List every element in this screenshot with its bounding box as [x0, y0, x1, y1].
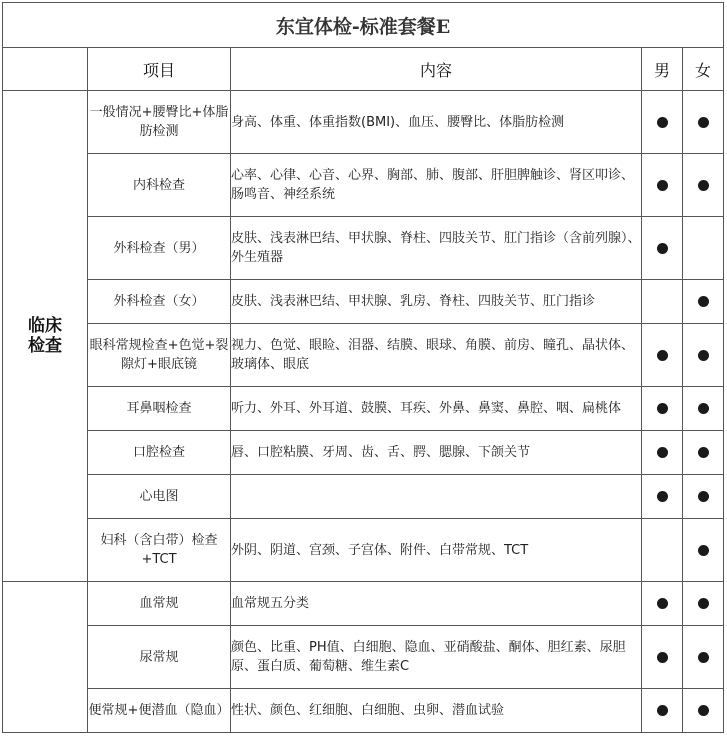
table-row	[3, 582, 724, 626]
table-row	[3, 280, 724, 324]
included-dot-icon	[657, 243, 668, 254]
female-mark	[683, 387, 724, 431]
male-mark	[642, 280, 683, 324]
category-cell: 临床 检查	[3, 91, 88, 582]
female-mark	[683, 689, 724, 733]
item-cell: 外科检查（女）	[88, 280, 231, 324]
content-cell: 外阴、阴道、宫颈、子宫体、附件、白带常规、TCT	[231, 519, 642, 582]
content-cell: 性状、颜色、红细胞、白细胞、虫卵、潜血试验	[231, 689, 642, 733]
item-cell: 妇科（含白带）检查+TCT	[88, 519, 231, 582]
female-mark	[683, 582, 724, 626]
content-cell: 身高、体重、体重指数(BMI)、血压、腰臀比、体脂肪检测	[231, 91, 642, 154]
male-mark	[642, 387, 683, 431]
content-cell: 视力、色觉、眼睑、泪器、结膜、眼球、角膜、前房、瞳孔、晶状体、玻璃体、眼底	[231, 324, 642, 387]
content-cell: 皮肤、浅表淋巴结、甲状腺、乳房、脊柱、四肢关节、肛门指诊	[231, 280, 642, 324]
category-cell	[3, 582, 88, 733]
item-cell: 一般情况+腰臀比+体脂肪检测	[88, 91, 231, 154]
male-mark	[642, 519, 683, 582]
included-dot-icon	[657, 705, 668, 716]
included-dot-icon	[657, 491, 668, 502]
package-table	[2, 2, 724, 733]
header-item: 项目	[88, 48, 231, 91]
table-row	[3, 519, 724, 582]
male-mark	[642, 475, 683, 519]
header-row	[3, 48, 724, 91]
table-row	[3, 154, 724, 217]
table-row	[3, 324, 724, 387]
male-mark	[642, 217, 683, 280]
female-mark	[683, 475, 724, 519]
included-dot-icon	[657, 447, 668, 458]
included-dot-icon	[657, 598, 668, 609]
male-mark	[642, 431, 683, 475]
included-dot-icon	[698, 491, 709, 502]
content-cell: 心率、心律、心音、心界、胸部、肺、腹部、肝胆脾触诊、肾区叩诊、肠鸣音、神经系统	[231, 154, 642, 217]
table-row	[3, 626, 724, 689]
male-mark	[642, 626, 683, 689]
table-row	[3, 475, 724, 519]
female-mark	[683, 324, 724, 387]
included-dot-icon	[657, 180, 668, 191]
male-mark	[642, 689, 683, 733]
included-dot-icon	[698, 117, 709, 128]
included-dot-icon	[657, 117, 668, 128]
included-dot-icon	[657, 652, 668, 663]
content-cell: 颜色、比重、PH值、白细胞、隐血、亚硝酸盐、酮体、胆红素、尿胆原、蛋白质、葡萄糖、维生素C	[231, 626, 642, 689]
content-cell: 血常规五分类	[231, 582, 642, 626]
table-row	[3, 91, 724, 154]
female-mark	[683, 626, 724, 689]
header-male: 男	[642, 48, 683, 91]
header-female: 女	[683, 48, 724, 91]
item-cell: 便常规+便潜血（隐血）	[88, 689, 231, 733]
item-cell: 尿常规	[88, 626, 231, 689]
table-row	[3, 387, 724, 431]
page-title: 东宜体检-标准套餐E	[3, 3, 724, 48]
content-cell: 皮肤、浅表淋巴结、甲状腺、脊柱、四肢关节、肛门指诊（含前列腺）、外生殖器	[231, 217, 642, 280]
female-mark	[683, 519, 724, 582]
table-body	[3, 91, 724, 733]
item-cell: 心电图	[88, 475, 231, 519]
item-cell: 血常规	[88, 582, 231, 626]
content-cell	[231, 475, 642, 519]
included-dot-icon	[657, 350, 668, 361]
included-dot-icon	[698, 447, 709, 458]
table-row	[3, 689, 724, 733]
male-mark	[642, 154, 683, 217]
male-mark	[642, 91, 683, 154]
included-dot-icon	[698, 705, 709, 716]
content-cell: 唇、口腔粘膜、牙周、齿、舌、腭、腮腺、下颌关节	[231, 431, 642, 475]
table-row	[3, 431, 724, 475]
included-dot-icon	[698, 296, 709, 307]
male-mark	[642, 324, 683, 387]
included-dot-icon	[698, 545, 709, 556]
female-mark	[683, 431, 724, 475]
item-cell: 眼科常规检查+色觉+裂隙灯+眼底镜	[88, 324, 231, 387]
header-category	[3, 48, 88, 91]
female-mark	[683, 154, 724, 217]
item-cell: 口腔检查	[88, 431, 231, 475]
item-cell: 耳鼻咽检查	[88, 387, 231, 431]
included-dot-icon	[698, 180, 709, 191]
content-cell: 听力、外耳、外耳道、鼓膜、耳疾、外鼻、鼻窦、鼻腔、咽、扁桃体	[231, 387, 642, 431]
item-cell: 外科检查（男）	[88, 217, 231, 280]
header-content: 内容	[231, 48, 642, 91]
included-dot-icon	[698, 350, 709, 361]
included-dot-icon	[698, 403, 709, 414]
item-cell: 内科检查	[88, 154, 231, 217]
female-mark	[683, 217, 724, 280]
male-mark	[642, 582, 683, 626]
included-dot-icon	[657, 403, 668, 414]
included-dot-icon	[698, 652, 709, 663]
table-row	[3, 217, 724, 280]
included-dot-icon	[698, 598, 709, 609]
female-mark	[683, 91, 724, 154]
female-mark	[683, 280, 724, 324]
